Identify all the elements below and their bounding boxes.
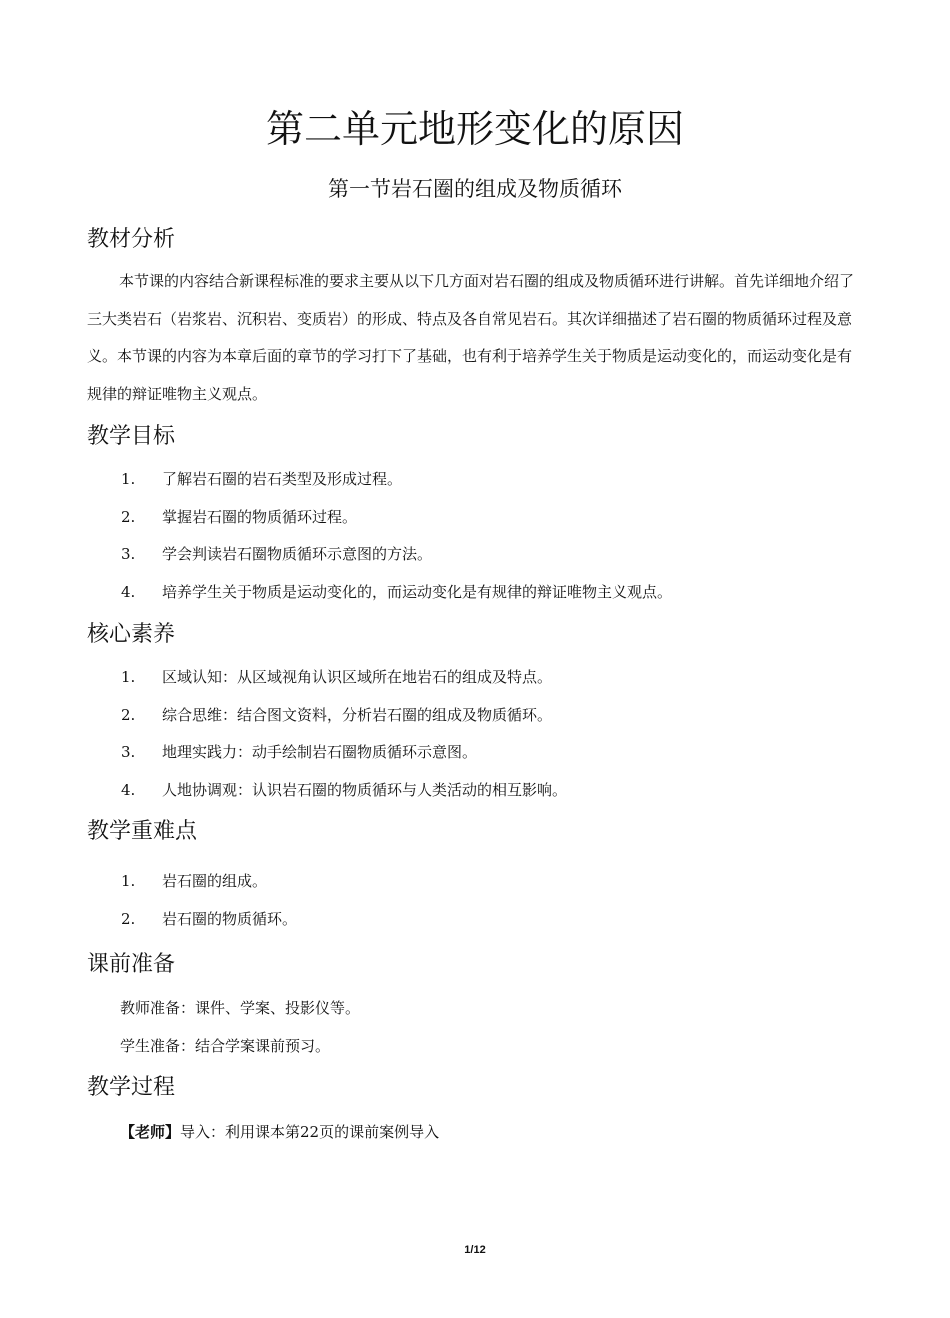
list-number: 3. [121,743,136,761]
list-text: 学会判读岩石圈物质循环示意图的方法。 [162,545,433,563]
role-tag: 【老师】 [120,1123,181,1141]
section-heading-preparation: 课前准备 [87,952,176,977]
list-text: 区域认知：从区域视角认识区域所在地岩石的组成及特点。 [162,668,553,686]
list-number: 1. [121,872,136,890]
list-number: 2. [121,909,136,928]
materials-paragraph: 本节课的内容结合新课程标准的要求主要从以下几方面对岩石圈的组成及物质循环进行讲解。首先详细地介绍了三大类岩石（岩浆岩、沉积岩、变质岩）的形成、特点及各自常见岩石。其次详细描述了岩石圈的物质循环过程及意义。本节课的内容为本章后面的章节的学习打下了基础，也有利于培养学生关于物质是运动变化的，而运动变化是有规律的辩证唯物主义观点。 [87,272,855,403]
list-text: 岩石圈的物质循环。 [162,909,298,928]
list-text: 掌握岩石圈的物质循环过程。 [162,507,358,526]
list-text: 岩石圈的组成。 [162,872,268,890]
page-indicator: 1/12 [464,1244,486,1256]
list-number: 2. [121,705,136,724]
list-number: 4. [121,780,136,799]
list-number: 4. [121,582,136,601]
section-heading-keypoints: 教学重难点 [87,819,198,844]
process-line [120,1120,439,1144]
list-text: 了解岩石圈的岩石类型及形成过程。 [162,470,403,488]
list-number: 1. [121,470,136,488]
list-number: 1. [121,668,136,686]
section-heading-process: 教学过程 [87,1075,176,1100]
list-number: 3. [121,545,136,563]
page-title: 第二单元地形变化的原因 [265,107,684,151]
list-text: 综合思维：结合图文资料，分析岩石圈的组成及物质循环。 [162,705,553,724]
list-text: 地理实践力：动手绘制岩石圈物质循环示意图。 [162,743,478,761]
list-number: 2. [121,507,136,526]
list-text: 人地协调观：认识岩石圈的物质循环与人类活动的相互影响。 [162,780,568,799]
process-text: 导入：利用课本第22页的课前案例导入 [180,1123,440,1141]
page-subtitle: 第一节岩石圈的组成及物质循环 [328,177,622,201]
teacher-preparation: 教师准备：课件、学案、投影仪等。 [120,999,361,1017]
section-heading-literacy: 核心素养 [87,622,176,647]
list-text: 培养学生关于物质是运动变化的，而运动变化是有规律的辩证唯物主义观点。 [162,582,673,601]
student-preparation: 学生准备：结合学案课前预习。 [120,1037,331,1055]
section-heading-materials: 教材分析 [87,227,176,252]
section-heading-goals: 教学目标 [87,424,176,449]
